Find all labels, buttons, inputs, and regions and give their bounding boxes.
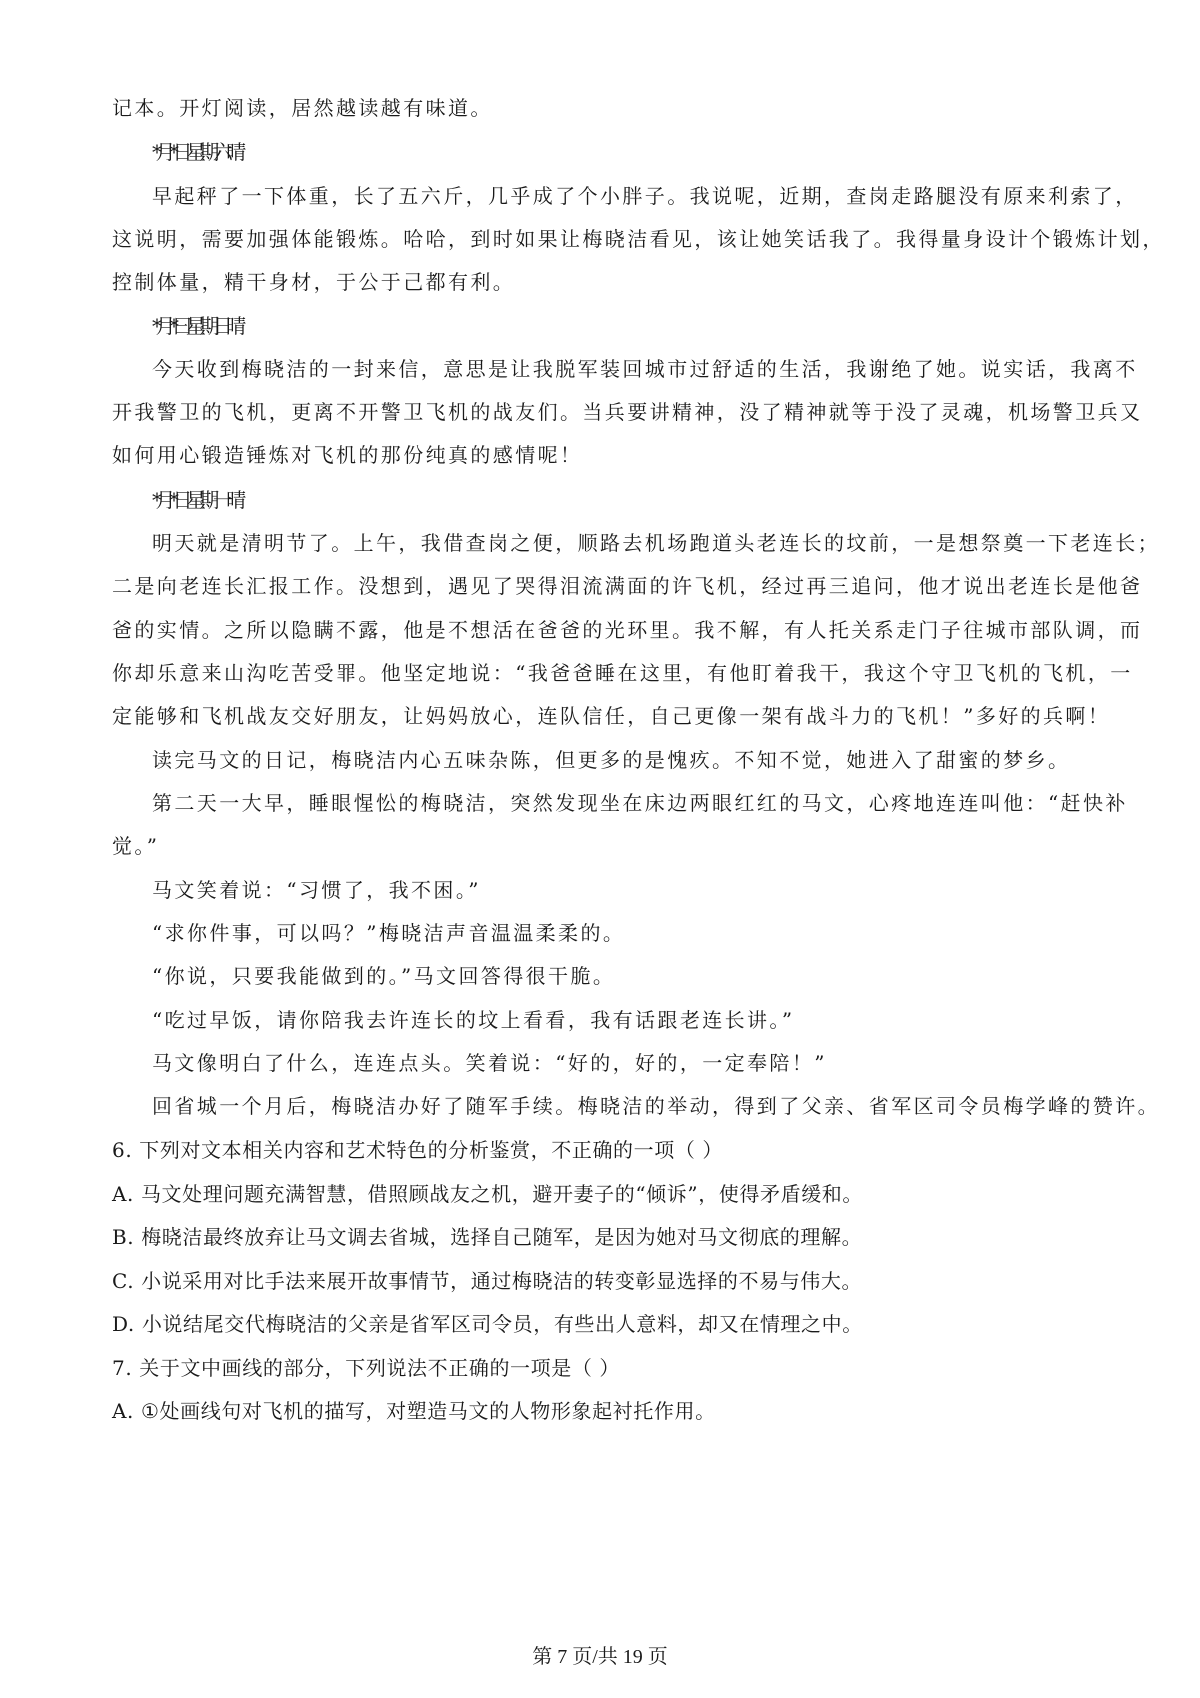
diary-date-line: *月*曰 星期日 晴 — [152, 314, 240, 338]
question-6-option-a: A. 马文处理问题充满智慧，借照顾战友之机，避开妻子的“倾诉”，使得矛盾缓和。 — [112, 1182, 864, 1206]
text-line: “吃过早饭，请你陪我去许连长的坟上看看，我有话跟老连长讲。” — [152, 1008, 795, 1032]
diary-date-line: *月*日 星期六 晴 — [152, 140, 240, 164]
text-line: 定能够和飞机战友交好朋友，让妈妈放心，连队信任，自己更像一架有战斗力的飞机！”多好的兵啊！ — [112, 704, 1111, 728]
question-6-option-d: D. 小说结尾交代梅晓洁的父亲是省军区司令员，有些出人意料，却又在情理之中。 — [112, 1312, 863, 1336]
text-line: 第二天一大早，睡眼惺忪的梅晓洁，突然发现坐在床边两眼红红的马文，心疼地连连叫他：“赶快补 — [152, 791, 1128, 815]
text-line: “你说，只要我能做到的。”马文回答得很干脆。 — [152, 964, 616, 988]
text-line: 马文笑着说：“习惯了，我不困。” — [152, 878, 481, 902]
text-line: 读完马文的日记，梅晓洁内心五味杂陈，但更多的是愧疚。不知不觉，她进入了甜蜜的梦乡。 — [152, 748, 1071, 772]
diary-date-line: *月*日 星期一 晴 — [152, 488, 240, 512]
question-6-option-b: B. 梅晓洁最终放弃让马文调去省城，选择自己随军，是因为她对马文彻底的理解。 — [112, 1225, 863, 1249]
text-line: 爸的实情。之所以隐瞒不露，他是不想活在爸爸的光环里。我不解，有人托关系走门子往城市部队调，而 — [112, 618, 1143, 642]
text-line: 二是向老连长汇报工作。没想到，遇见了哭得泪流满面的许飞机，经过再三追问，他才说出老连长是他爸 — [112, 574, 1143, 598]
text-line: 开我警卫的飞机，更离不开警卫飞机的战友们。当兵要讲精神，没了精神就等于没了灵魂，机场警卫兵又 — [112, 400, 1143, 424]
text-line: 马文像明白了什么，连连点头。笑着说：“好的，好的，一定奉陪！” — [152, 1051, 827, 1075]
text-line: 控制体量，精干身材，于公于己都有利。 — [112, 270, 516, 294]
question-6-option-c: C. 小说采用对比手法来展开故事情节，通过梅晓洁的转变彰显选择的不易与伟大。 — [112, 1269, 863, 1293]
text-line: 这说明，需要加强体能锻炼。哈哈，到时如果让梅晓洁看见，该让她笑话我了。我得量身设计个锻炼计划， — [112, 227, 1165, 251]
text-line: 觉。” — [112, 834, 160, 858]
question-7-option-a: A. ①处画线句对飞机的描写，对塑造马文的人物形象起衬托作用。 — [112, 1399, 716, 1423]
text-line: 你却乐意来山沟吃苦受罪。他坚定地说：“我爸爸睡在这里，有他盯着我干，我这个守卫飞机的飞机，一 — [112, 661, 1133, 685]
text-line: 今天收到梅晓洁的一封来信，意思是让我脱军装回城市过舒适的生活，我谢绝了她。说实话，我离不 — [152, 357, 1138, 381]
question-6-stem: 6. 下列对文本相关内容和艺术特色的分析鉴赏，不正确的一项（ ） — [112, 1138, 723, 1162]
page-number-footer: 第 7 页/共 19 页 — [532, 1646, 668, 1668]
question-7-stem: 7. 关于文中画线的部分，下列说法不正确的一项是（ ） — [112, 1356, 620, 1380]
text-line: 明天就是清明节了。上午，我借查岗之便，顺路去机场跑道头老连长的坟前，一是想祭奠一下老连长； — [152, 531, 1160, 555]
text-line: 记本。开灯阅读，居然越读越有味道。 — [112, 96, 493, 120]
text-line: 回省城一个月后，梅晓洁办好了随军手续。梅晓洁的举动，得到了父亲、省军区司令员梅学峰的赞许。 — [152, 1094, 1160, 1118]
text-line: “求你件事，可以吗？”梅晓洁声音温温柔柔的。 — [152, 921, 626, 945]
text-line: 早起秤了一下体重，长了五六斤，几乎成了个小胖子。我说呢，近期，查岗走路腿没有原来利索了， — [152, 184, 1138, 208]
text-line: 如何用心锻造锤炼对飞机的那份纯真的感情呢！ — [112, 443, 583, 467]
